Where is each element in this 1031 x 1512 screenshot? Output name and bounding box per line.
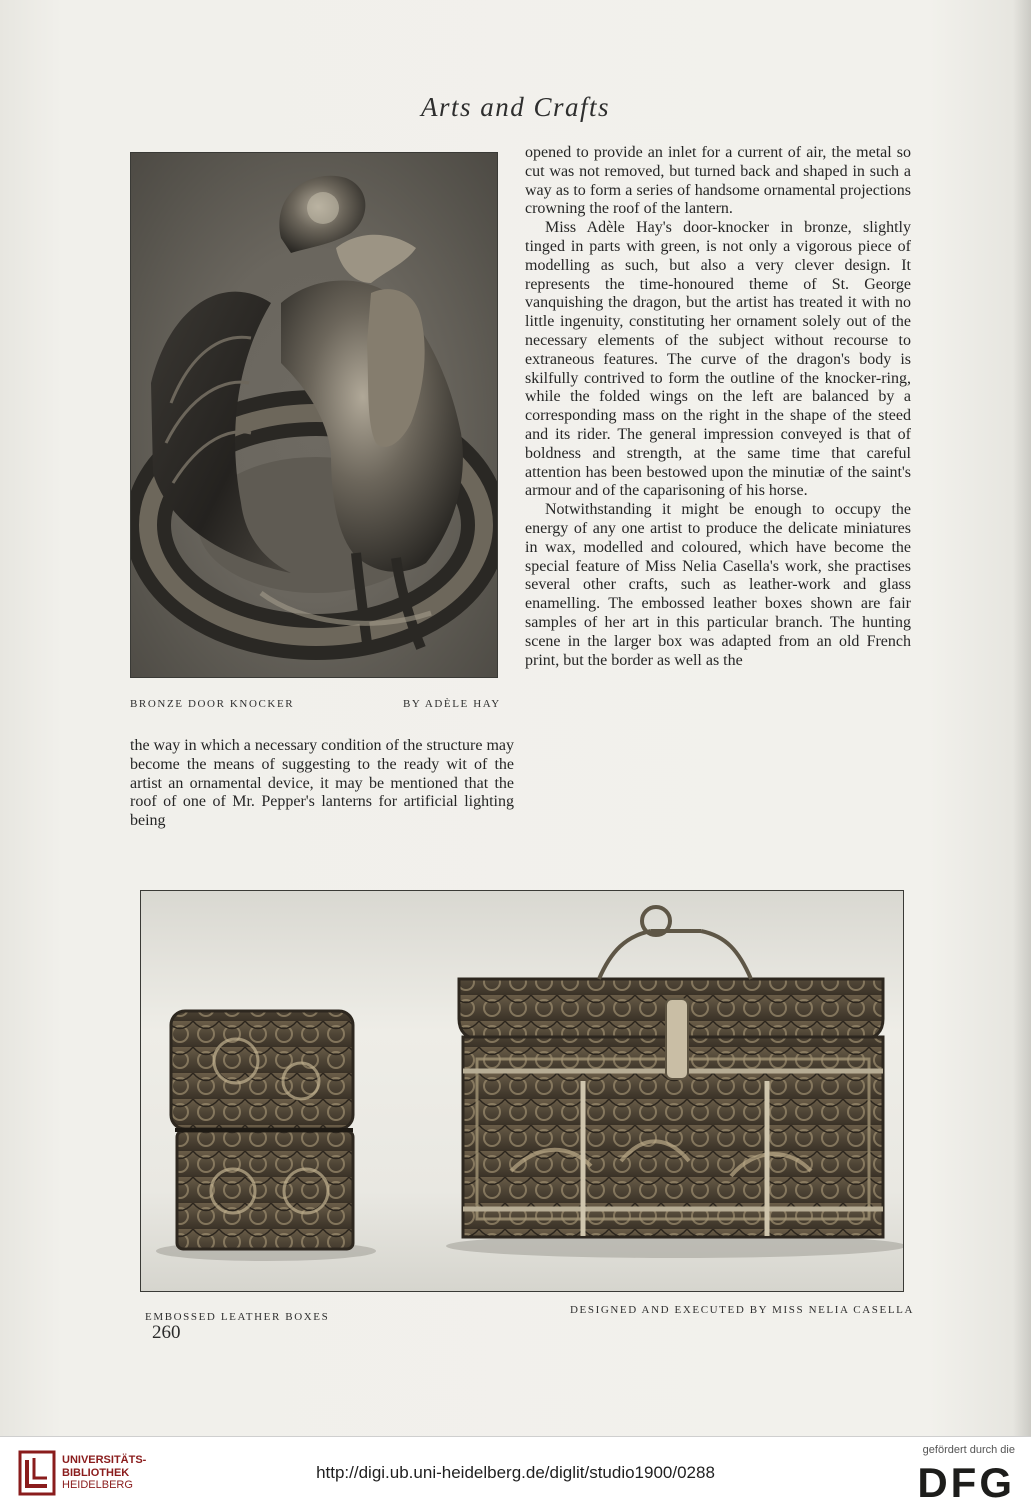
footer-url-container: [0, 1463, 1031, 1483]
knocker-sculpture-illustration: [131, 153, 497, 677]
right-column-text: [525, 144, 911, 670]
paragraph-casella-crafts: Notwithstanding it might be enough to occupy the energy of any one artist to produce the delicate miniatures in wax, modelled and coloured, which have become the special feature of Miss Nelia Casella's work, she practises several other crafts, such as leather-work and glass enamelling. The embossed leather boxes shown are fair samples of her art in this particular branch. The hunting scene in the larger box was adapted from an old French print, but the border as well as the: [525, 501, 911, 669]
knocker-caption-credit: BY ADÈLE HAY: [403, 698, 501, 710]
sponsor-label: gefördert durch die: [922, 1444, 1015, 1456]
library-line-1: UNIVERSITÄTS-: [62, 1454, 147, 1466]
left-column-paragraph: the way in which a necessary condition of the structure may become the means of suggesting to the ready wit of the artist an ornamental device, it may be mentioned that the roof of one of Mr. Pepper's lanterns for artificial lighting being: [130, 737, 514, 830]
left-column-text: [130, 737, 514, 831]
footer-divider: [0, 1436, 1031, 1437]
library-line-2: BIBLIOTHEK: [62, 1466, 130, 1479]
page-edge-shadow: [1013, 0, 1031, 1436]
page-number: 260: [152, 1322, 181, 1343]
embossed-leather-boxes-photo: [140, 890, 904, 1292]
knocker-caption-title: BRONZE DOOR KNOCKER: [130, 698, 295, 710]
boxes-caption-credit: DESIGNED AND EXECUTED BY MISS NELIA CASELLA: [570, 1304, 914, 1316]
bronze-door-knocker-photo: [130, 152, 498, 678]
digital-copy-url-link[interactable]: http://digi.ub.uni-heidelberg.de/diglit/studio1900/0288: [316, 1463, 715, 1482]
paragraph-door-knocker: Miss Adèle Hay's door-knocker in bronze, slightly tinged in parts with green, is not only a vigorous piece of modelling as such, but also a very clever design. It represents the time-honoured theme of St. George vanquishing the dragon, but the artist has treated it with no little ingenuity, constituting her ornament solely out of the necessary elements of the subject without recourse to extraneous features. The curve of the dragon's body is skilfully contrived to form the outline of the knocker-ring, while the folded wings on the left are balanced by a corresponding mass on the right in the shape of the steed and its rider. The general impression conveyed is that of boldness and strength, at the same time that careful attention has been bestowed upon the minutiæ of the saint's armour and of the caparisoning of his horse.: [525, 219, 911, 500]
library-line-3: HEIDELBERG: [62, 1479, 133, 1491]
digital-library-footer: [0, 1436, 1031, 1512]
running-title: Arts and Crafts: [420, 92, 611, 122]
paragraph-lantern-roof: opened to provide an inlet for a current of air, the metal so cut was not removed, but turned back and shaped in such a way as to form a series of handsome ornamental projections crowning the roof of the lantern.: [525, 144, 911, 218]
dfg-logo[interactable]: DFG: [917, 1459, 1015, 1506]
boxes-caption-title: EMBOSSED LEATHER BOXES: [145, 1311, 330, 1323]
leather-boxes-illustration: [141, 891, 903, 1291]
